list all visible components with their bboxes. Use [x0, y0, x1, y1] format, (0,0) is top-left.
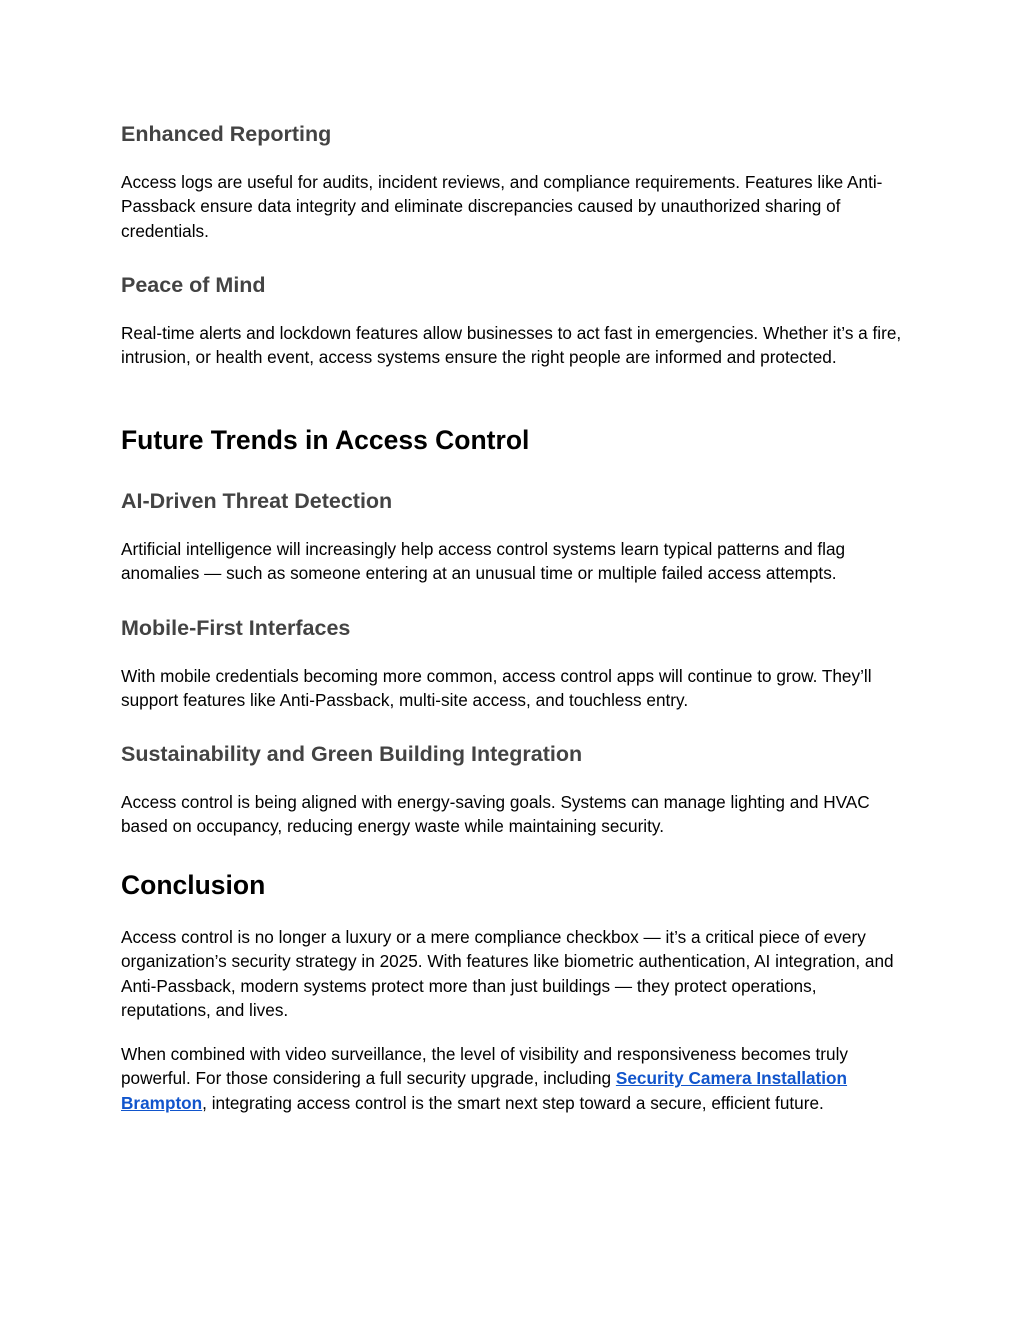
- heading-mobile-first: Mobile-First Interfaces: [121, 616, 351, 640]
- paragraph-mobile-first: With mobile credentials becoming more common, access control apps will continue to grow. They’ll support features like Anti-Passback, multi-site access, and touchless entry.: [121, 666, 872, 711]
- security-camera-installation-link[interactable]: Security Camera Installation Brampton: [121, 1068, 848, 1113]
- heading-future-trends: Future Trends in Access Control: [121, 425, 530, 455]
- conclusion-text-before-link: When combined with video surveillance, the level of visibility and responsiveness becomes truly powerful. For those considering a full security upgrade, including: [121, 1044, 849, 1089]
- paragraph-enhanced-reporting: Access logs are useful for audits, incident reviews, and compliance requirements. Features like Anti-Passback ensure data integrity and eliminate discrepancies caused by unauthorized sharing of credentials.: [121, 172, 883, 241]
- conclusion-text-after-link: , integrating access control is the smart next step toward a secure, efficient future.: [202, 1092, 824, 1113]
- paragraph-conclusion-1: Access control is no longer a luxury or a mere compliance checkbox — it’s a critical piece of every organization’s security strategy in 2025. With features like biometric authentication, AI integration, and Anti-Passback, modern systems protect more than just buildings — they protect operations, reputations, and lives.: [121, 927, 894, 1020]
- heading-sustainability: Sustainability and Green Building Integration: [121, 742, 583, 766]
- paragraph-ai-threat-detection: Artificial intelligence will increasingly help access control systems learn typical patterns and flag anomalies — such as someone entering at an unusual time or multiple failed access attempts.: [121, 539, 846, 584]
- paragraph-peace-of-mind: Real-time alerts and lockdown features allow businesses to act fast in emergencies. Whether it’s a fire, intrusion, or health event, access systems ensure the right people are informed and protected.: [121, 323, 902, 368]
- heading-ai-threat-detection: AI-Driven Threat Detection: [121, 489, 393, 513]
- heading-enhanced-reporting: Enhanced Reporting: [121, 122, 332, 146]
- paragraph-sustainability: Access control is being aligned with energy-saving goals. Systems can manage lighting and HVAC based on occupancy, reducing energy waste while maintaining security.: [121, 792, 870, 837]
- heading-conclusion: Conclusion: [121, 870, 266, 900]
- paragraph-conclusion-2: [121, 1042, 911, 1115]
- heading-peace-of-mind: Peace of Mind: [121, 273, 266, 297]
